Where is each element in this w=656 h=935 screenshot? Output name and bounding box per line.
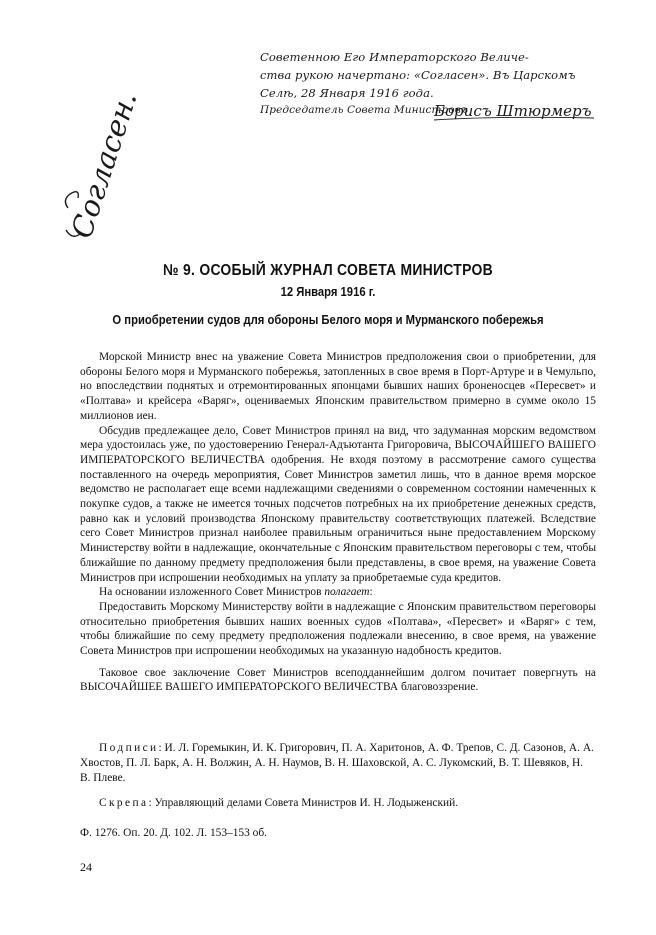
document-date: 12 Января 1916 г. xyxy=(280,285,376,299)
countersign-text: : Управляющий делами Совета Министров И. Н. Лодыженский. xyxy=(148,797,459,809)
handwritten-approval-text: Согласен. xyxy=(64,87,144,243)
handwritten-approval xyxy=(50,58,200,248)
document-body xyxy=(80,350,596,695)
paragraph-2: Обсудив предлежащее дело, Совет Министров принял на вид, что задуманная морским ведомством мера удостоилась уже, по удостоверению Генерал-Адъютанта Григоровича, ВЫСОЧАЙШЕГО ВАШЕГО ИМПЕРАТОРСКОГО ВЕЛИЧЕСТВА одобрения. Не входя поэтому в рассмотрение самого существа поставленного на очередь мероприятия, Совет Министров заметил лишь, что в данное время морское ведомство не располагает еще всеми надлежащими сведениями о современном состоянии намеченных к покупке судов, а также не имеется точных подсчетов потребных на их приобретение денежных средств, равно как и условий производства Японскому правительству соответствующих платежей. Вследствие сего Совет Министров признал наиболее правильным ограничиться ныне предоставлением Морскому Министерству войти в надлежащие, окончательные с Японским правительством переговоры с тем, чтобы ближайшие по данному предмету предположения были представлены, в свое время, на уважение Совета Министров при испрошении необходимых на уплату за приобретаемые суда кредитов. xyxy=(80,424,596,584)
page-number: 24 xyxy=(80,860,92,874)
paragraph-3-keyword: полагает xyxy=(324,586,370,599)
paragraph-5: Таковое свое заключение Совет Министров всеподданнейшим долгом почитает повергнуть на ВЫСОЧАЙШЕЕ ВАШЕГО ИМПЕРАТОРСКОГО ВЕЛИЧЕСТВА благовоззрение. xyxy=(80,666,596,694)
chairman-signature xyxy=(432,98,602,124)
resolution-line-2: ства рукою начертано: «Согласен». Въ Царскомъ xyxy=(260,68,576,82)
paragraph-3-lead: На основании изложенного Совет Министров xyxy=(99,586,325,599)
countersign-block xyxy=(80,796,596,811)
document-subtitle: О приобретении судов для обороны Белого моря и Мурманского побережья xyxy=(112,313,544,327)
resolution-line-1: Советенною Его Императорского Величе- xyxy=(260,50,529,64)
countersign-label: Скрепа xyxy=(99,797,149,809)
signatures-label: Подписи xyxy=(99,742,159,754)
chairman-label: Председатель Совета Министровъ xyxy=(260,104,469,116)
resolution-line-3: Селѣ, 28 Января 1916 года. xyxy=(260,86,434,100)
signatures-text: : И. Л. Горемыкин, И. К. Григорович, П. А. Харитонов, А. Ф. Трепов, С. Д. Сазонов, А. А. Хвостов, П. Л. Барк, А. Н. Волжин, А. Н. Наумов, В. Н. Шаховской, А. С. Лукомский, В. Т. Шевяков, Н. В. Плеве. xyxy=(80,742,594,784)
paragraph-3 xyxy=(80,585,596,600)
document-title: № 9. ОСОБЫЙ ЖУРНАЛ СОВЕТА МИНИСТРОВ xyxy=(163,262,493,279)
archive-reference: Ф. 1276. Оп. 20. Д. 102. Л. 153–153 об. xyxy=(80,827,267,839)
signatures-block xyxy=(80,741,596,786)
paragraph-3-tail: : xyxy=(369,586,373,599)
paragraph-4: Предоставить Морскому Министерству войти в надлежащие с Японским правительством переговоры относительно приобретения бывших наших военных судов «Полтава», «Пересвет» и «Варяг» с тем, чтобы ближайшие по сему предмету предположения подлежали внесению, в свое время, на уважение Совета Министров при испрошении необходимых на указанную надобность кредитов. xyxy=(80,600,596,658)
chairman-signature-text: Борисъ Штюрмеръ xyxy=(434,102,592,120)
paragraph-1: Морской Министр внес на уважение Совета Министров предположения свои о приобретении, для обороны Белого моря и Мурманского побережья, затопленных в свое время в Порт-Артуре и в Чемульпо, но впоследствии поднятых и отремонтированных японцами бывших наших броненосцев «Пересвет» и «Полтава» и крейсера «Варяг», оцениваемых Японским правительством примерно в сумме около 15 миллионов иен. xyxy=(80,351,596,422)
